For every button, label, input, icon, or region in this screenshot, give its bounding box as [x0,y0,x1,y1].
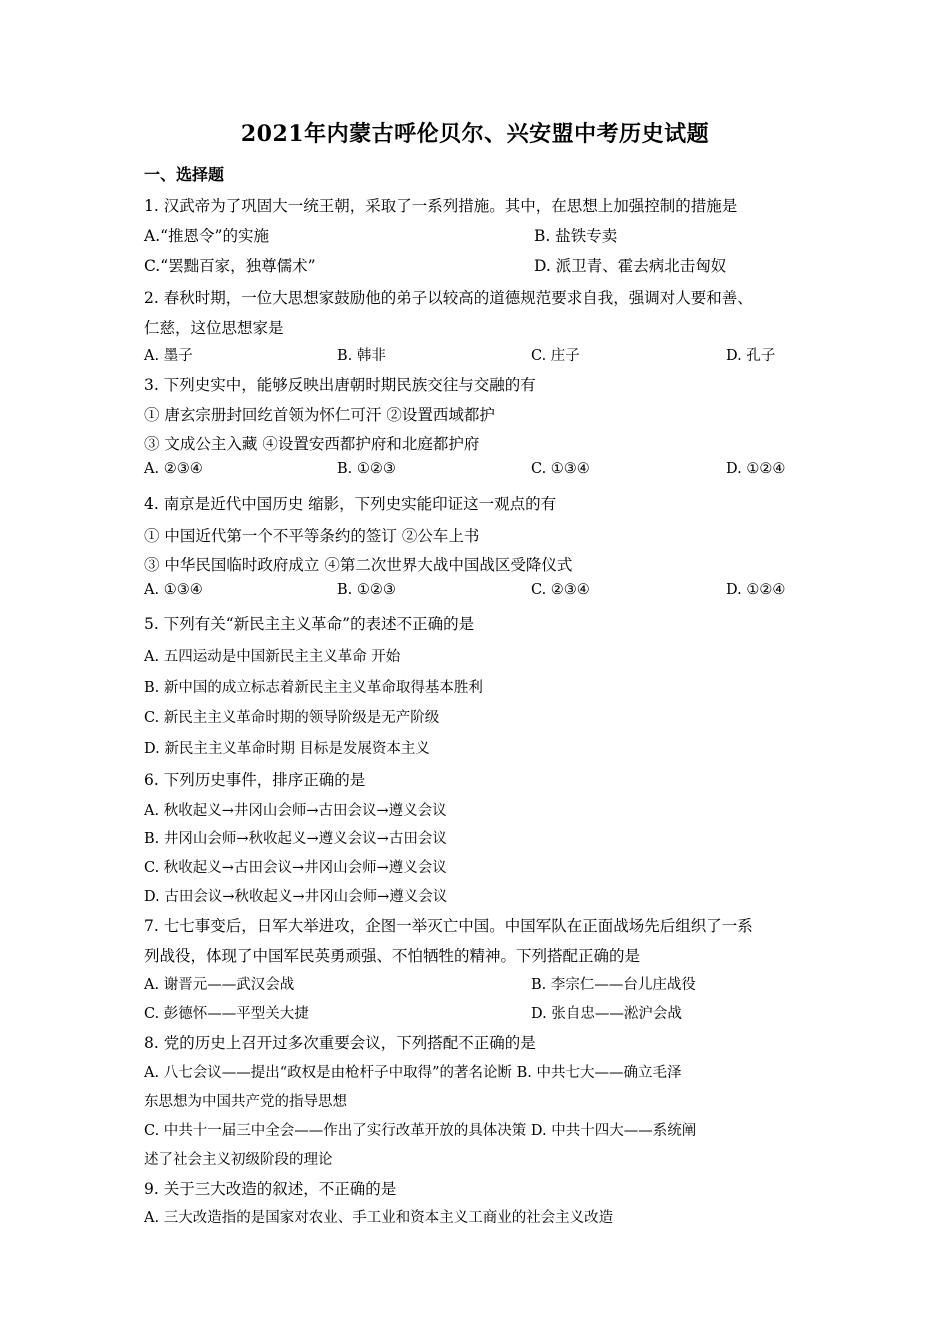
q1-option-b: B. 盐铁专卖 [534,227,618,245]
q5-option-c: C. 新民主主义革命时期的领导阶级是无产阶级 [144,710,440,726]
q1-option-c: C.“罢黜百家，独尊儒术” [144,257,316,275]
q2-stem-line2: 仁慈，这位思想家是 [144,319,284,337]
q8-stem: 8. 党的历史上召开过多次重要会议，下列搭配不正确的是 [144,1034,536,1052]
q3-option-d: D. ①②④ [726,461,786,477]
q3-option-c: C. ①③④ [531,461,590,477]
q5-option-a: A. 五四运动是中国新民主主义革命 开始 [144,649,401,665]
q2-option-d: D. 孔子 [726,348,776,364]
q7-option-c: C. 彭德怀——平型关大捷 [144,1006,309,1022]
q7-option-b: B. 李宗仁——台儿庄战役 [531,977,696,993]
q2-option-b: B. 韩非 [337,348,386,364]
q3-option-a: A. ②③④ [144,461,203,477]
q7-stem-line2: 列战役，体现了中国军民英勇顽强、不怕牺牲的精神。下列搭配正确的是 [144,947,641,965]
q5-option-b: B. 新中国的成立标志着新民主主义革命取得基本胜利 [144,680,483,696]
q4-option-b: B. ①②③ [337,582,396,598]
q4-option-c: C. ②③④ [531,582,590,598]
q2-option-a: A. 墨子 [144,348,193,364]
q1-option-d: D. 派卫青、霍去病北击匈奴 [534,257,727,275]
q8-options-ab-line1: A. 八七会议——提出“政权是由枪杆子中取得”的著名论断 B. 中共七大——确立毛泽 [144,1065,682,1081]
page-title: 2021年内蒙古呼伦贝尔、兴安盟中考历史试题 [240,121,710,147]
q5-option-d: D. 新民主主义革命时期 目标是发展资本主义 [144,741,430,757]
q7-option-d: D. 张自忠——淞沪会战 [531,1006,682,1022]
q3-option-b: B. ①②③ [337,461,396,477]
q6-option-d: D. 古田会议→秋收起义→井冈山会师→遵义会议 [144,889,448,905]
q1-stem: 1. 汉武帝为了巩固大一统王朝，采取了一系列措施。其中，在思想上加强控制的措施是 [144,197,738,215]
q3-item-line1: ① 唐玄宗册封回纥首领为怀仁可汗 ②设置西域都护 [144,406,495,424]
q4-stem: 4. 南京是近代中国历史 缩影，下列史实能印证这一观点的有 [144,495,557,513]
q6-option-c: C. 秋收起义→古田会议→井冈山会师→遵义会议 [144,860,447,876]
q3-stem: 3. 下列史实中，能够反映出唐朝时期民族交往与交融的有 [144,376,536,394]
q6-stem: 6. 下列历史事件，排序正确的是 [144,771,366,789]
q7-stem-line1: 7. 七七事变后，日军大举进攻，企图一举灭亡中国。中国军队在正面战场先后组织了一系 [144,917,753,935]
q1-option-a: A.“推恩令”的实施 [144,227,269,245]
q4-item-line1: ① 中国近代第一个不平等条约的签订 ②公车上书 [144,527,480,545]
q4-option-d: D. ①②④ [726,582,786,598]
q2-option-c: C. 庄子 [531,348,580,364]
q2-stem-line1: 2. 春秋时期，一位大思想家鼓励他的弟子以较高的道德规范要求自我，强调对人要和善、 [144,289,753,307]
q6-option-a: A. 秋收起义→井冈山会师→古田会议→遵义会议 [144,803,447,819]
q8-options-ab-line2: 东思想为中国共产党的指导思想 [144,1094,347,1110]
q8-options-cd-line1: C. 中共十一届三中全会——作出了实行改革开放的具体决策 D. 中共十四大——系统阐 [144,1123,697,1139]
q3-item-line2: ③ 文成公主入藏 ④设置安西都护府和北庭都护府 [144,435,480,453]
q8-options-cd-line2: 述了社会主义初级阶段的理论 [144,1152,333,1168]
q7-option-a: A. 谢晋元——武汉会战 [144,977,295,993]
q9-stem: 9. 关于三大改造的叙述，不正确的是 [144,1180,397,1198]
q5-stem: 5. 下列有关“新民主主义革命”的表述不正确的是 [144,615,475,633]
section-heading: 一、选择题 [144,165,225,184]
q6-option-b: B. 井冈山会师→秋收起义→遵义会议→古田会议 [144,831,447,847]
q9-option-a: A. 三大改造指的是国家对农业、手工业和资本主义工商业的社会主义改造 [144,1210,614,1226]
q4-item-line2: ③ 中华民国临时政府成立 ④第二次世界大战中国战区受降仪式 [144,556,573,574]
q4-option-a: A. ①③④ [144,582,203,598]
